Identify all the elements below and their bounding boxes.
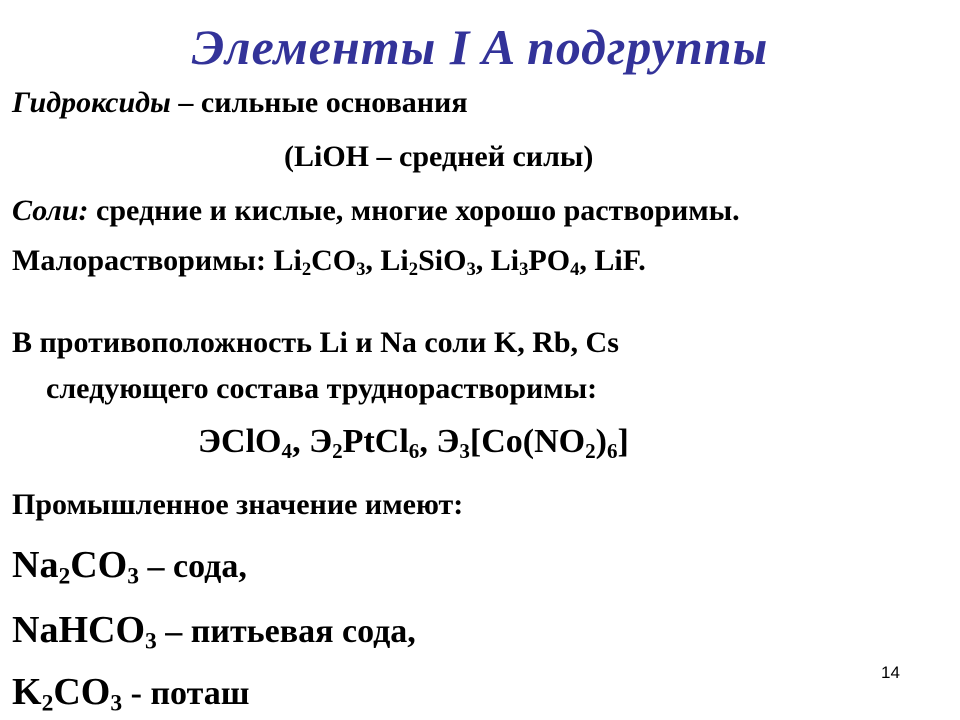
salt-formulas: ЭClO$_4$, $Э_2PtCl_6$, $Э_3[Co(NO_2)_6]$ [198,423,629,463]
industrial-item-baking-soda [12,608,416,655]
contrast-line-1: В противоположность Li и Na соли K, Rb, Cs [12,326,619,359]
lioh-note: (LiOH – средней силы) [284,140,594,173]
soda-desc: – сода, [139,548,247,585]
baking-soda-desc: – питьевая сода, [156,613,416,650]
formula-e3-co-no2-6: $Э_3[Co(NO_2)_6]$ [436,423,629,463]
formula-e2ptcl6: $Э_2PtCl_6$ [309,423,420,463]
poorly-soluble-line: Малорастворимы: $Li_2CO_3$, $Li_2SiO_3$, $Li_3PO_4$, LiF. [12,244,646,281]
formula-k2co3: $K_2CO_3$ [12,671,123,717]
formula-lif: LiF. [594,244,646,277]
formula-eclo4: ЭClO$_4$ [198,423,293,463]
formula-na2co3: $Na_2CO_3$ [12,544,140,590]
hydroxides-line [12,86,468,120]
salts-label: Соли: [12,194,89,227]
hydroxides-label: Гидроксиды [12,86,171,119]
formula-li2co3: $Li_2CO_3$ [273,244,366,281]
formula-nahco3: NaHCO$_3$ [12,609,157,655]
salts-text: средние и кислые, многие хорошо растворимы. [88,194,740,227]
poorly-soluble-label: Малорастворимы: [12,244,274,277]
industrial-item-soda [12,543,247,590]
contrast-line-2: следующего состава труднорастворимы: [46,372,598,405]
hydroxides-text: – сильные основания [170,86,468,119]
page-number: 14 [881,663,900,682]
slide-title: Элементы I A подгруппы [191,19,769,75]
formula-li2sio3: $Li_2SiO_3$ [380,244,476,281]
potash-desc: - поташ [122,675,250,712]
industrial-item-potash [12,670,250,717]
formula-li3po4: $Li_3PO_4$ [490,244,580,281]
salts-line [12,194,740,228]
industrial-heading: Промышленное значение имеют: [12,488,464,521]
